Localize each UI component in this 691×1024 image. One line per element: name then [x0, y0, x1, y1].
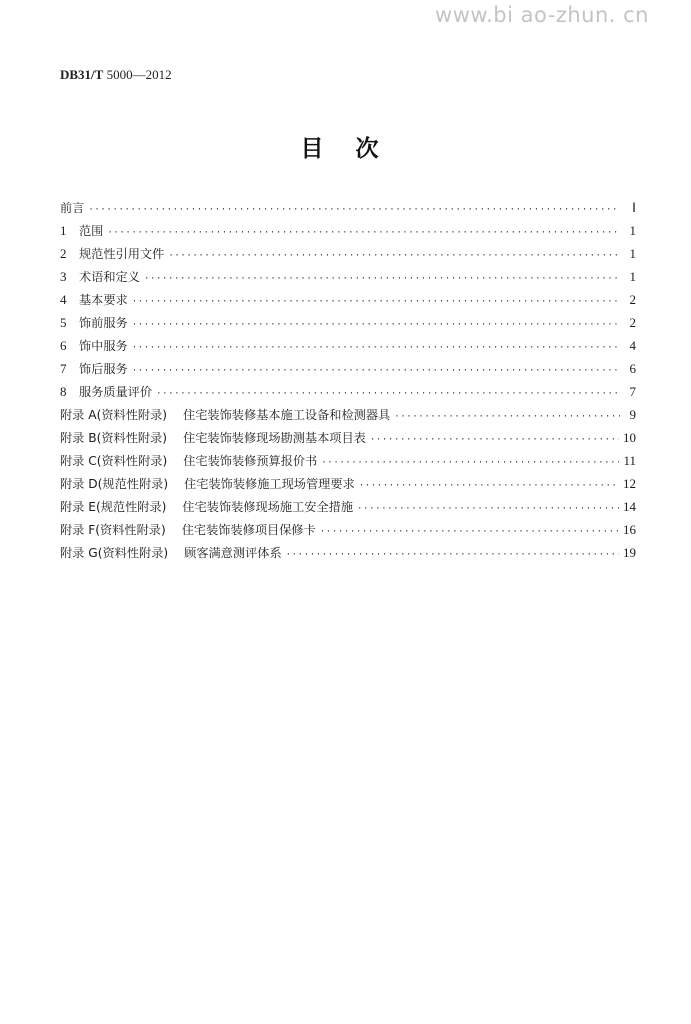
toc-entry-page-number: 2: [629, 315, 636, 330]
toc-entry-number: 1: [60, 223, 67, 238]
toc-entry[interactable]: [60, 472, 636, 495]
toc-entry-number: 5: [60, 315, 67, 330]
toc-entry-page-number: 14: [623, 499, 636, 514]
toc-entry-label: 范围: [79, 224, 104, 238]
toc-entry-subtitle: 住宅装饰装修预算报价书: [183, 454, 318, 468]
watermark-url: www.bi ao-zhun. cn: [435, 3, 649, 27]
toc-entry[interactable]: [60, 449, 636, 472]
standard-code-prefix: DB31/T: [60, 67, 104, 82]
toc-entry-label: 服务质量评价: [79, 385, 153, 399]
toc-dot-leader: [156, 383, 620, 406]
toc-dot-leader: [320, 521, 619, 544]
toc-entry-page-number: 10: [623, 430, 636, 445]
toc-entry[interactable]: [60, 265, 636, 288]
toc-entry-page-number: 1: [629, 223, 636, 238]
toc-entry-label: 术语和定义: [79, 270, 140, 284]
toc-dot-leader: [359, 475, 619, 498]
toc-dot-leader: [370, 429, 619, 452]
toc-dot-leader: [132, 337, 620, 360]
toc-entry-page-number: Ⅰ: [632, 200, 636, 215]
toc-entry-label: 附录 F(资料性附录): [60, 523, 166, 537]
toc-entry-label: 规范性引用文件: [79, 247, 165, 261]
toc-dot-leader: [144, 268, 620, 291]
standard-code-number: 5000—2012: [103, 67, 172, 82]
toc-entry-label: 附录 D(规范性附录): [60, 477, 169, 491]
toc-entry-page-number: 11: [623, 453, 636, 468]
toc-entry-number: 6: [60, 338, 67, 353]
toc-entry-label: 附录 G(资料性附录): [60, 546, 169, 560]
toc-entry-page-number: 4: [629, 338, 636, 353]
toc-entry-subtitle: 住宅装饰装修现场施工安全措施: [182, 500, 354, 514]
toc-entry-subtitle: 顾客满意测评体系: [184, 546, 282, 560]
toc-entry[interactable]: [60, 403, 636, 426]
toc-entry[interactable]: [60, 288, 636, 311]
toc-entry[interactable]: [60, 311, 636, 334]
toc-entry[interactable]: [60, 242, 636, 265]
toc-entry[interactable]: [60, 518, 636, 541]
toc-dot-leader: [132, 314, 620, 337]
toc-dot-leader: [168, 245, 620, 268]
page-title: 目次: [300, 136, 411, 162]
toc-entry[interactable]: [60, 334, 636, 357]
toc-entry-page-number: 1: [629, 246, 636, 261]
toc-entry[interactable]: [60, 219, 636, 242]
toc-entry-label: 附录 E(规范性附录): [60, 500, 167, 514]
toc-entry[interactable]: [60, 541, 636, 564]
toc-entry-subtitle: 住宅装饰装修现场勘测基本项目表: [183, 431, 366, 445]
standard-code: [60, 67, 172, 83]
toc-entry-label: 附录 C(资料性附录): [60, 454, 168, 468]
toc-dot-leader: [88, 199, 620, 222]
toc-entry-label: 饰后服务: [79, 362, 128, 376]
toc-entry[interactable]: [60, 380, 636, 403]
toc-entry-page-number: 6: [629, 361, 636, 376]
toc-entry-number: 8: [60, 384, 67, 399]
toc-entry-label: 饰前服务: [79, 316, 128, 330]
toc-entry-page-number: 1: [629, 269, 636, 284]
toc-entry-page-number: 16: [623, 522, 636, 537]
toc-dot-leader: [132, 360, 620, 383]
toc-entry-number: 2: [60, 246, 67, 261]
toc-entry-label: 基本要求: [79, 293, 128, 307]
toc-entry-subtitle: 住宅装饰装修施工现场管理要求: [184, 477, 355, 491]
toc-entry-number: 7: [60, 361, 67, 376]
toc-entry-page-number: 12: [623, 476, 636, 491]
toc-entry-label: 前言: [60, 201, 85, 215]
toc-entry[interactable]: [60, 426, 636, 449]
toc-entry[interactable]: [60, 495, 636, 518]
toc-entry-label: 附录 A(资料性附录): [60, 408, 168, 422]
toc-entry-page-number: 7: [629, 384, 636, 399]
toc-entry-page-number: 9: [629, 407, 636, 422]
toc-entry-page-number: 2: [629, 292, 636, 307]
toc-dot-leader: [394, 406, 620, 429]
toc-entry-number: 4: [60, 292, 67, 307]
toc-entry[interactable]: [60, 357, 636, 380]
toc-dot-leader: [132, 291, 620, 314]
toc-dot-leader: [357, 498, 619, 521]
toc-entry-subtitle: 住宅装饰装修项目保修卡: [181, 523, 316, 537]
toc-dot-leader: [321, 452, 619, 475]
toc-entry-subtitle: 住宅装饰装修基本施工设备和检测器具: [183, 408, 391, 422]
toc-entry-page-number: 19: [623, 545, 636, 560]
toc-dot-leader: [107, 222, 620, 245]
toc-entry[interactable]: [60, 196, 636, 219]
toc-entry-label: 附录 B(资料性附录): [60, 431, 168, 445]
toc-entry-number: 3: [60, 269, 67, 284]
toc-dot-leader: [286, 544, 619, 567]
table-of-contents: [60, 196, 636, 564]
toc-entry-label: 饰中服务: [79, 339, 128, 353]
